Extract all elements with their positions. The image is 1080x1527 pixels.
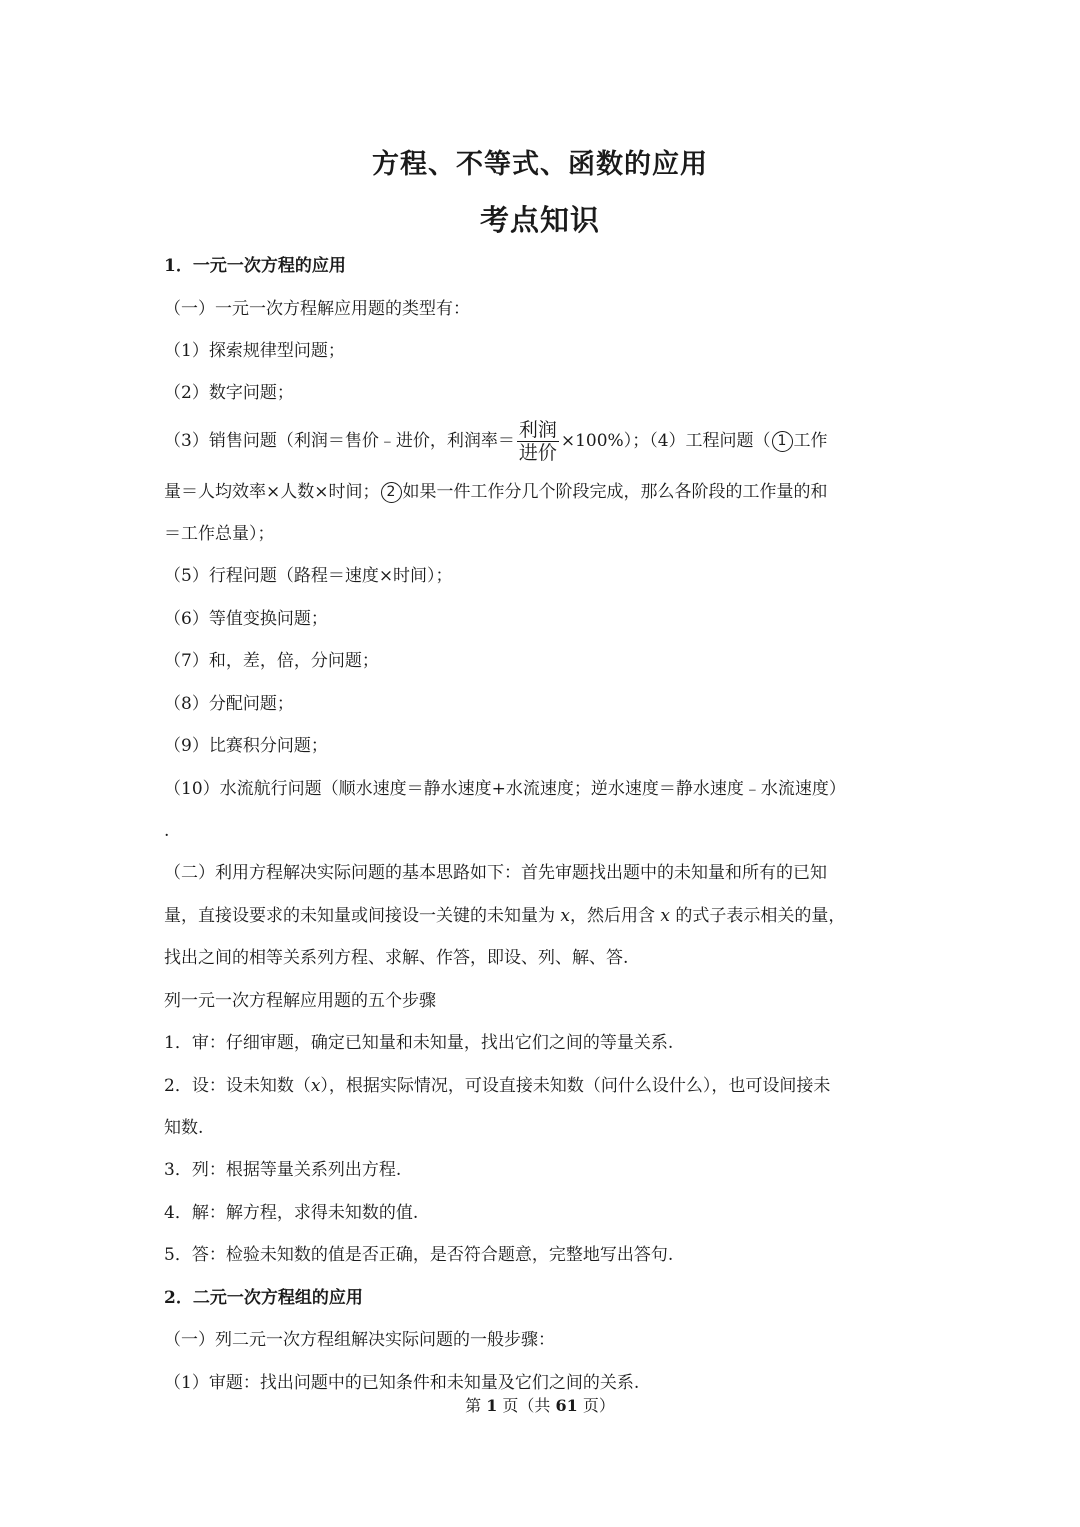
- steps-title: 列一元一次方程解应用题的五个步骤: [164, 991, 436, 1011]
- text-span: 量＝人均效率×人数×时间；: [164, 482, 380, 502]
- list-item: （8）分配问题；: [164, 694, 294, 714]
- text-span: 量，直接设要求的未知量或间接设一关键的未知量为: [164, 906, 561, 926]
- text-span: ×100%）；（4）工程问题（: [560, 431, 771, 451]
- paragraph: （一）列二元一次方程组解决实际问题的一般步骤：: [164, 1330, 555, 1350]
- footer-middle: 页（共: [497, 1396, 556, 1415]
- text-span: ，然后用含: [570, 906, 661, 926]
- step-item: [164, 1074, 830, 1098]
- list-item: [164, 418, 828, 464]
- footer-suffix: 页）: [577, 1396, 615, 1415]
- footer-page-number: 1: [486, 1396, 498, 1415]
- variable-x: x: [660, 906, 670, 926]
- step-item-continuation: 知数.: [164, 1118, 204, 1138]
- circled-number: 2: [381, 482, 402, 503]
- list-item: （1）审题：找出问题中的已知条件和未知量及它们之间的关系.: [164, 1373, 640, 1393]
- step-item: 3．列：根据等量关系列出方程.: [164, 1160, 402, 1180]
- text-span: 如果一件工作分几个阶段完成，那么各阶段的工作量的和: [402, 482, 828, 502]
- footer-total-pages: 61: [555, 1396, 578, 1415]
- list-item-continuation: [164, 480, 828, 504]
- list-item: （10）水流航行问题（顺水速度＝静水速度+水流速度；逆水速度＝静水速度﹣水流速度）: [164, 779, 846, 799]
- list-item-continuation: .: [164, 821, 170, 841]
- fraction-numerator: 利润: [518, 419, 557, 441]
- step-item: 5．答：检验未知数的值是否正确，是否符合题意，完整地写出答句.: [164, 1245, 674, 1265]
- text-span: （3）销售问题（利润＝售价﹣进价，利润率＝: [164, 431, 515, 451]
- step-item: 1．审：仔细审题，确定已知量和未知量，找出它们之间的等量关系.: [164, 1033, 674, 1053]
- variable-x: x: [310, 1076, 321, 1096]
- paragraph-line: [164, 904, 845, 928]
- paragraph-line: 找出之间的相等关系列方程、求解、作答，即设、列、解、答.: [164, 948, 629, 968]
- page-footer: [0, 1393, 1080, 1416]
- text-span: 2．设：设未知数（: [164, 1076, 311, 1096]
- list-item: （7）和，差，倍，分问题；: [164, 651, 379, 671]
- text-span: 工作: [793, 431, 828, 451]
- list-item-continuation: ＝工作总量）；: [164, 524, 275, 544]
- variable-x: x: [560, 906, 570, 926]
- list-item: （1）探索规律型问题；: [164, 341, 345, 361]
- paragraph: （一）一元一次方程解应用题的类型有：: [164, 299, 470, 319]
- circled-number: 1: [772, 431, 793, 452]
- section-2-heading: 2．二元一次方程组的应用: [164, 1288, 363, 1308]
- text-span: ），根据实际情况，可设直接未知数（问什么设什么），也可设间接未: [320, 1076, 831, 1096]
- step-item: 4．解：解方程，求得未知数的值.: [164, 1203, 419, 1223]
- list-item: （9）比赛积分问题；: [164, 736, 328, 756]
- profit-rate-fraction: [517, 419, 559, 464]
- fraction-denominator: 进价: [518, 442, 557, 464]
- footer-prefix: 第: [465, 1396, 487, 1415]
- list-item: （6）等值变换问题；: [164, 609, 328, 629]
- list-item: （2）数字问题；: [164, 383, 294, 403]
- page-subtitle: 考点知识: [479, 203, 600, 237]
- list-item: （5）行程问题（路程＝速度×时间）；: [164, 566, 453, 586]
- section-1-heading: 1．一元一次方程的应用: [164, 256, 346, 276]
- paragraph: （二）利用方程解决实际问题的基本思路如下：首先审题找出题中的未知量和所有的已知: [164, 863, 827, 883]
- page-title: 方程、不等式、函数的应用: [372, 149, 708, 180]
- text-span: 的式子表示相关的量，: [670, 906, 846, 926]
